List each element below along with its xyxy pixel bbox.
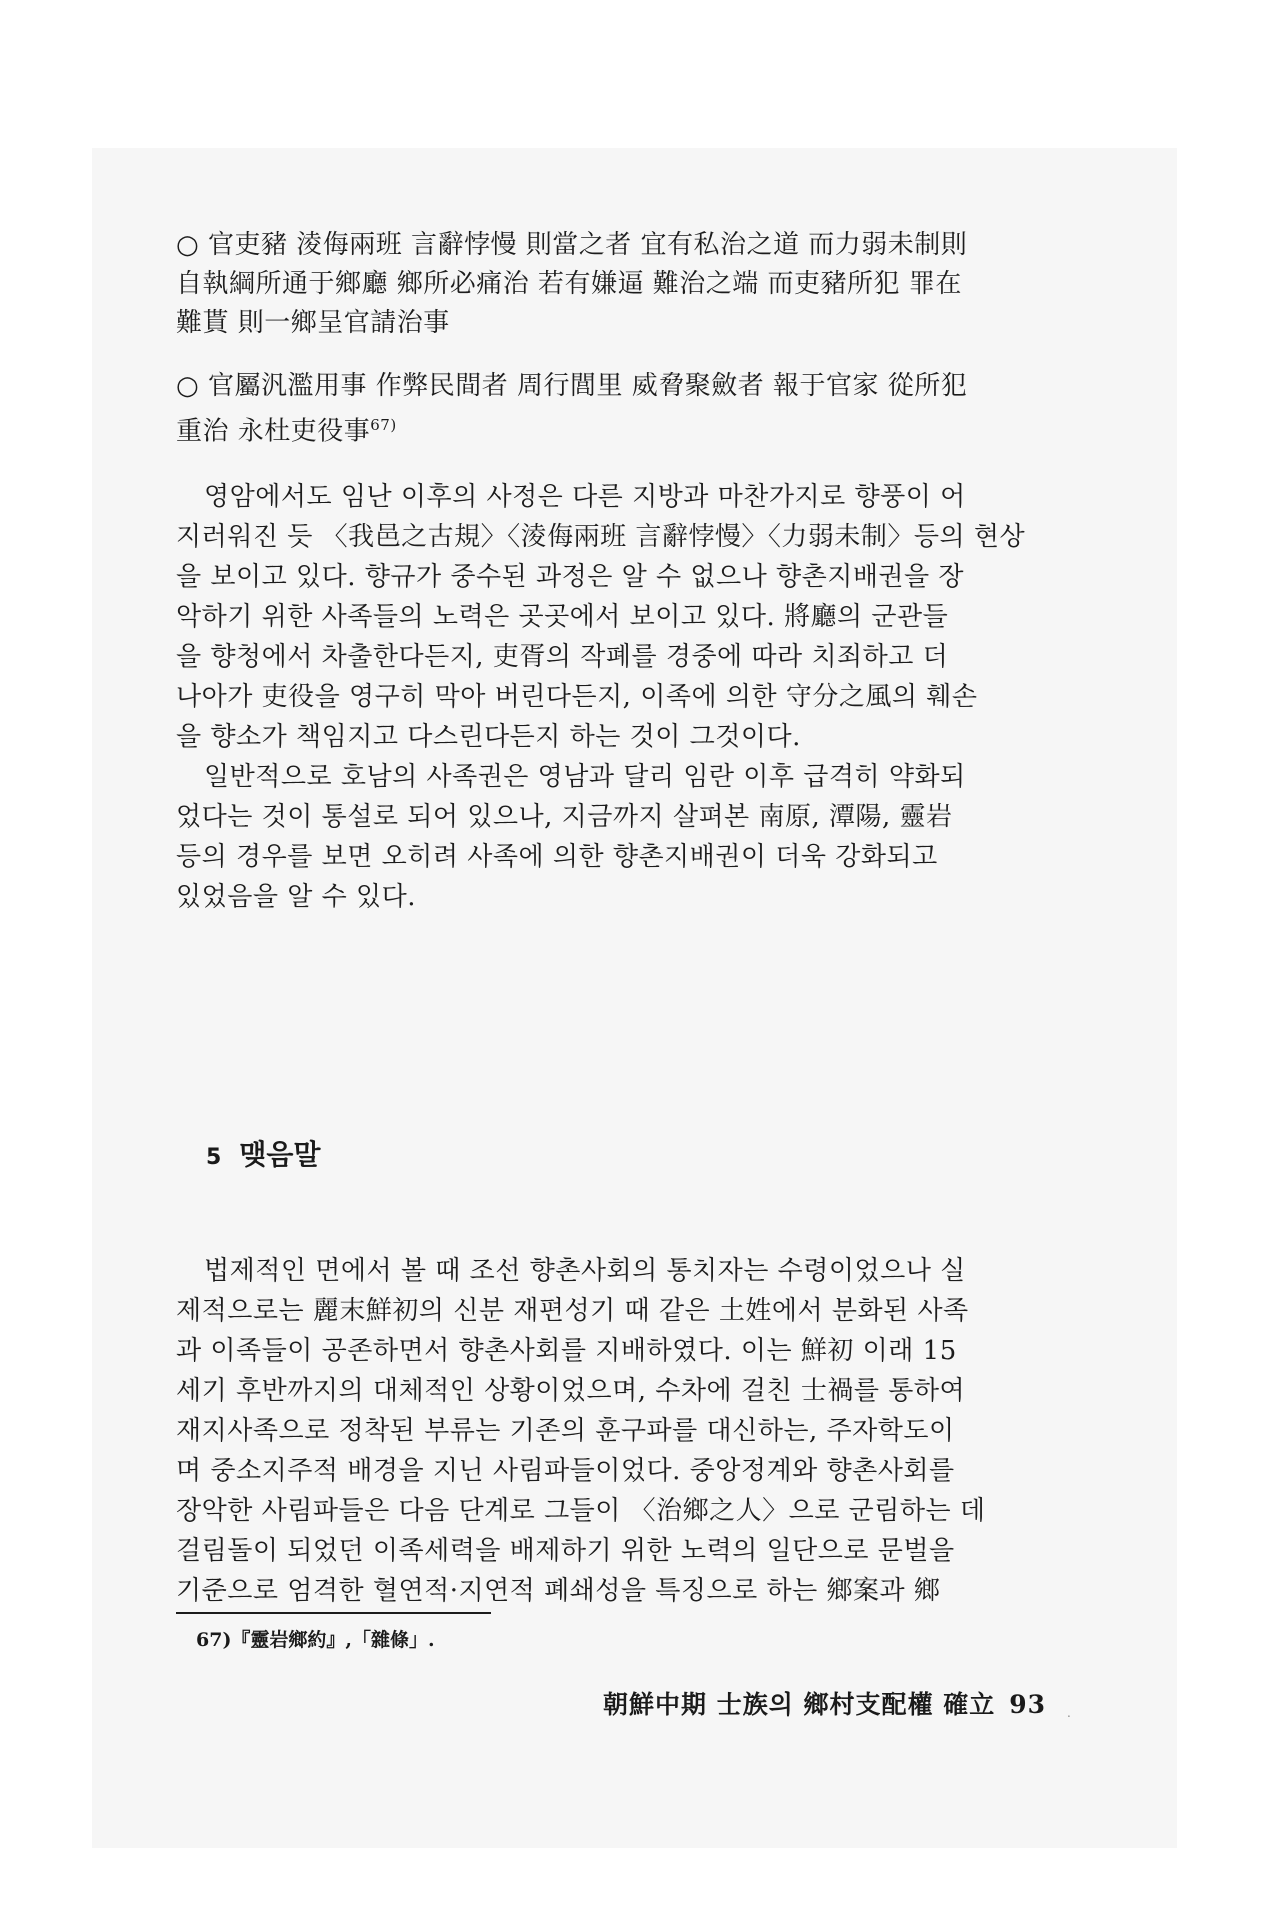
para3-line-1: 법제적인 면에서 볼 때 조선 향촌사회의 통치자는 수령이었으나 실 xyxy=(204,1256,966,1286)
para3-line-5: 재지사족으로 정착된 부류는 기존의 훈구파를 대신하는, 주자학도이 xyxy=(176,1416,955,1446)
para3-line-8: 걸림돌이 되었던 이족세력을 배제하기 위한 노력의 일단으로 문벌을 xyxy=(176,1536,955,1566)
para1-line-4: 악하기 위한 사족들의 노력은 곳곳에서 보이고 있다. 將廳의 군관들 xyxy=(176,602,949,632)
quote2-line-2-text: 重治 永杜吏役事 xyxy=(176,416,371,447)
speck-mark: . xyxy=(1067,1706,1071,1720)
para3-line-6: 며 중소지주적 배경을 지닌 사림파들이었다. 중앙정계와 향촌사회를 xyxy=(176,1456,955,1486)
running-footer xyxy=(603,1685,1046,1721)
quote2-line-2 xyxy=(176,405,1072,452)
section-heading xyxy=(206,1133,320,1173)
para2-line-1: 일반적으로 호남의 사족권은 영남과 달리 임란 이후 급격히 약화되 xyxy=(204,762,966,792)
footnote-ref: 67) xyxy=(370,416,397,434)
para2-line-2: 었다는 것이 통설로 되어 있으나, 지금까지 살펴본 南原, 潭陽, 靈岩 xyxy=(176,802,953,832)
quote1-line-2: 自執綱所通于鄉廳 鄉所必痛治 若有嫌逼 難治之端 而吏豬所犯 罪在 xyxy=(176,269,962,299)
section-number: 5 xyxy=(206,1145,222,1170)
page-number: 93 xyxy=(1009,1690,1047,1719)
footnote-separator xyxy=(176,1612,491,1614)
quote2-line-1: ○ 官屬汎濫用事 作弊民間者 周行閭里 威脅聚斂者 報于官家 從所犯 xyxy=(176,371,968,401)
para3-line-4: 세기 후반까지의 대체적인 상황이었으며, 수차에 걸친 士禍를 통하여 xyxy=(176,1376,966,1406)
para3-line-7: 장악한 사림파들은 다음 단계로 그들이 〈治鄉之人〉으로 군림하는 데 xyxy=(176,1496,986,1526)
para2-line-3: 등의 경우를 보면 오히려 사족에 의한 향촌지배권이 더욱 강화되고 xyxy=(176,842,938,872)
para1-line-5: 을 향청에서 차출한다든지, 吏胥의 작폐를 경중에 따라 치죄하고 더 xyxy=(176,642,949,672)
para3-line-3: 과 이족들이 공존하면서 향촌사회를 지배하였다. 이는 鮮初 이래 15 xyxy=(176,1336,957,1366)
quote1-line-3: 難貰 則一鄉呈官請治事 xyxy=(176,308,450,338)
para1-line-3: 을 보이고 있다. 향규가 중수된 과정은 알 수 없으나 향촌지배권을 장 xyxy=(176,562,965,592)
para1-line-7: 을 향소가 책임지고 다스린다든지 하는 것이 그것이다. xyxy=(176,722,801,752)
para3-line-9: 기준으로 엄격한 혈연적·지연적 폐쇄성을 특징으로 하는 鄉案과 鄉 xyxy=(176,1576,941,1606)
para1-line-6: 나아가 吏役을 영구히 막아 버린다든지, 이족에 의한 守分之風의 훼손 xyxy=(176,682,978,712)
footnote-67: 67)『靈岩鄉約』,「雜條」. xyxy=(196,1629,435,1651)
para3-line-2: 제적으로는 麗末鮮初의 신분 재편성기 때 같은 土姓에서 분화된 사족 xyxy=(176,1296,969,1326)
footer-title: 朝鮮中期 士族의 鄉村支配權 確立 xyxy=(603,1690,996,1719)
quote1-line-1: ○ 官吏豬 淩侮兩班 言辭悖慢 則當之者 宜有私治之道 而力弱未制則 xyxy=(176,230,968,260)
para1-line-2: 지러워진 듯 〈我邑之古規〉〈淩侮兩班 言辭悖慢〉〈力弱未制〉등의 현상 xyxy=(176,522,1026,552)
section-title: 맺음말 xyxy=(239,1138,321,1171)
para2-line-4: 있었음을 알 수 있다. xyxy=(176,882,416,912)
para1-line-1: 영암에서도 임난 이후의 사정은 다른 지방과 마찬가지로 향풍이 어 xyxy=(204,482,966,512)
